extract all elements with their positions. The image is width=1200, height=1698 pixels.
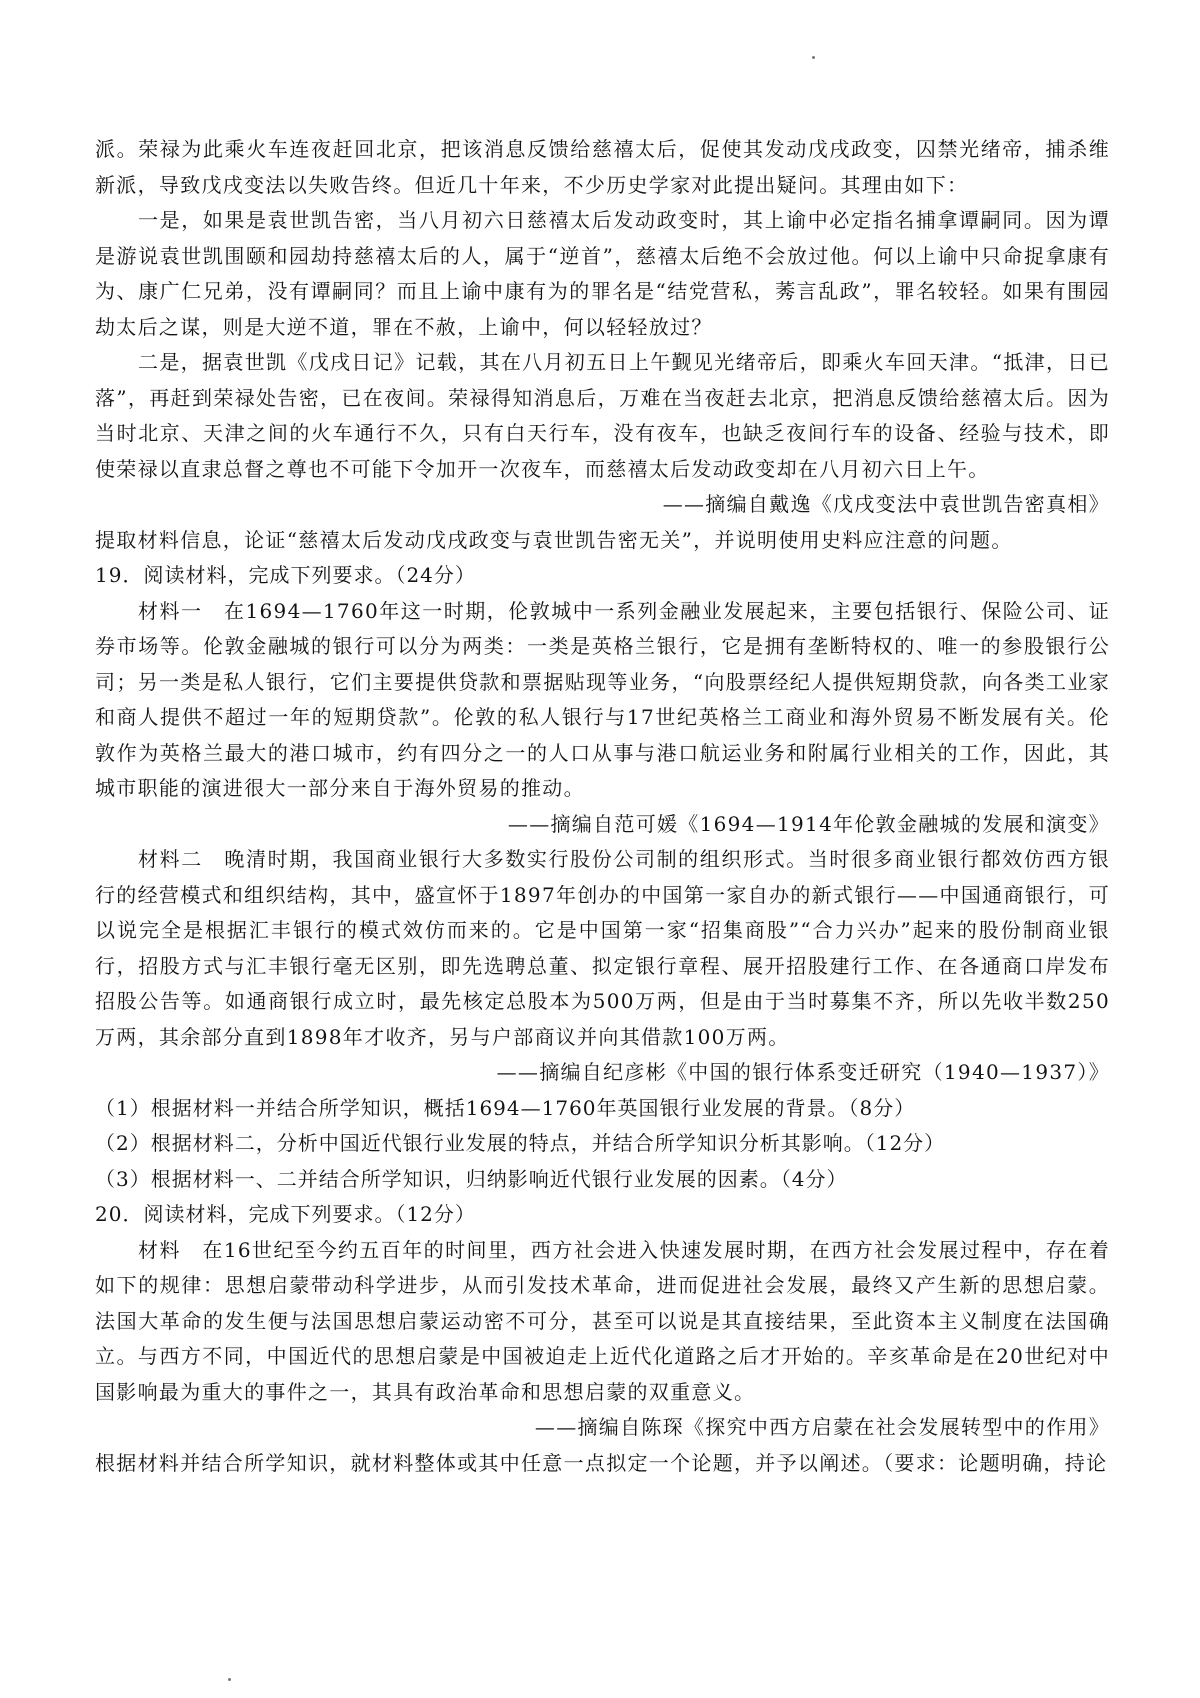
q20-task: 根据材料并结合所学知识，就材料整体或其中任意一点拟定一个论题，并予以阐述。（要求：论题明确，持论 xyxy=(95,1450,1108,1475)
scan-speck-bottom xyxy=(228,1678,231,1681)
q19-heading: 19．阅读材料，完成下列要求。（24分） xyxy=(95,563,476,587)
q19-sub-question-2: （2）根据材料二，分析中国近代银行业发展的特点，并结合所学知识分析其影响。（12分） xyxy=(95,1131,946,1155)
question-20 xyxy=(95,1197,1110,1481)
q19-source-two: ——摘编自纪彦彬《中国的银行体系变迁研究（1940—1937）》 xyxy=(496,1060,1110,1084)
q20-source-citation: ——摘编自陈琛《探究中西方启蒙在社会发展转型中的作用》 xyxy=(534,1415,1110,1439)
q19-source-one: ——摘编自范可媛《1694—1914年伦敦金融城的发展和演变》 xyxy=(507,811,1110,836)
q19-material-two: 材料二 晚清时期，我国商业银行大多数实行股份公司制的组织形式。当时很多商业银行都效仿西方银行的经营模式和组织结构，其中，盛宣怀于1897年创办的中国第一家自办的新式银行——中国通商银行，可以说完全是根据汇丰银行的模式效仿而来的。它是中国第一家“招集商股”“合力兴办”起来的股份制商业银行，招股方式与汇丰银行毫无区别，即先选聘总董、拟定银行章程、展开招股建行工作、在各通商口岸发布招股公告等。如通商银行成立时，最先核定总股本为500万两，但是由于当时募集不齐，所以先收半数250万两，其余部分直到1898年才收齐，另与户部商议并向其借款100万两。 xyxy=(95,847,1110,1049)
q18-task: 提取材料信息，论证“慈禧太后发动戊戌政变与袁世凯告密无关”，并说明使用史料应注意的问题。 xyxy=(95,527,1013,552)
q20-material: 材料 在16世纪至今约五百年的时间里，西方社会进入快速发展时期，在西方社会发展过程中，存在着如下的规律：思想启蒙带动科学进步，从而引发技术革命，进而促进社会发展，最终又产生新的思想启蒙。法国大革命的发生便与法国思想启蒙运动密不可分，甚至可以说是其直接结果，至此资本主义制度在法国确立。与西方不同，中国近代的思想启蒙是中国被迫走上近代化道路之后才开始的。辛亥革命是在20世纪对中国影响最为重大的事件之一，其具有政治革命和思想启蒙的双重意义。 xyxy=(95,1237,1110,1404)
scan-speck-top xyxy=(812,56,815,59)
q18-source-citation: ——摘编自戴逸《戊戌变法中袁世凯告密真相》 xyxy=(662,492,1110,516)
question-18-continuation xyxy=(95,132,1110,558)
q19-sub-question-1: （1）根据材料一并结合所学知识，概括1694—1760年英国银行业发展的背景。（8分） xyxy=(95,1095,916,1120)
question-19 xyxy=(95,558,1110,1197)
q19-sub-question-3: （3）根据材料一、二并结合所学知识，归纳影响近代银行业发展的因素。（4分） xyxy=(95,1166,848,1191)
q19-material-one: 材料一 在1694—1760年这一时期，伦敦城中一系列金融业发展起来，主要包括银行、保险公司、证券市场等。伦敦金融城的银行可以分为两类：一类是英格兰银行，它是拥有垄断特权的、唯一的参股银行公司；另一类是私人银行，它们主要提供贷款和票据贴现等业务，“向股票经纪人提供短期贷款，向各类工业家和商人提供不超过一年的短期贷款”。伦敦的私人银行与17世纪英格兰工商业和海外贸易不断发展有关。伦敦作为英格兰最大的港口城市，约有四分之一的人口从事与港口航运业务和附属行业相关的工作，因此，其城市职能的演进很大一部分来自于海外贸易的推动。 xyxy=(95,598,1110,800)
exam-page xyxy=(95,132,1110,1481)
q20-heading: 20．阅读材料，完成下列要求。（12分） xyxy=(95,1202,476,1226)
q18-reason-two: 二是，据袁世凯《戊戌日记》记载，其在八月初五日上午觐见光绪帝后，即乘火车回天津。“抵津，日已落”，再赶到荣禄处告密，已在夜间。荣禄得知消息后，万难在当夜赶去北京，把消息反馈给慈禧太后。因为当时北京、天津之间的火车通行不久，只有白天行车，没有夜车，也缺乏夜间行车的设备、经验与技术，即使荣禄以直隶总督之尊也不可能下令加开一次夜车，而慈禧太后发动政变却在八月初六日上午。 xyxy=(95,350,1110,481)
q18-continued-paragraph: 派。荣禄为此乘火车连夜赶回北京，把该消息反馈给慈禧太后，促使其发动戊戌政变，囚禁光绪帝，捕杀维新派，导致戊戌变法以失败告终。但近几十年来，不少历史学家对此提出疑问。其理由如下： xyxy=(95,137,1110,197)
q18-reason-one: 一是，如果是袁世凯告密，当八月初六日慈禧太后发动政变时，其上谕中必定指名捕拿谭嗣同。因为谭是游说袁世凯围颐和园劫持慈禧太后的人，属于“逆首”，慈禧太后绝不会放过他。何以上谕中只命捉拿康有为、康广仁兄弟，没有谭嗣同？而且上谕中康有为的罪名是“结党营私，莠言乱政”，罪名较轻。如果有围园劫太后之谋，则是大逆不道，罪在不赦，上谕中，何以轻轻放过？ xyxy=(95,208,1110,339)
